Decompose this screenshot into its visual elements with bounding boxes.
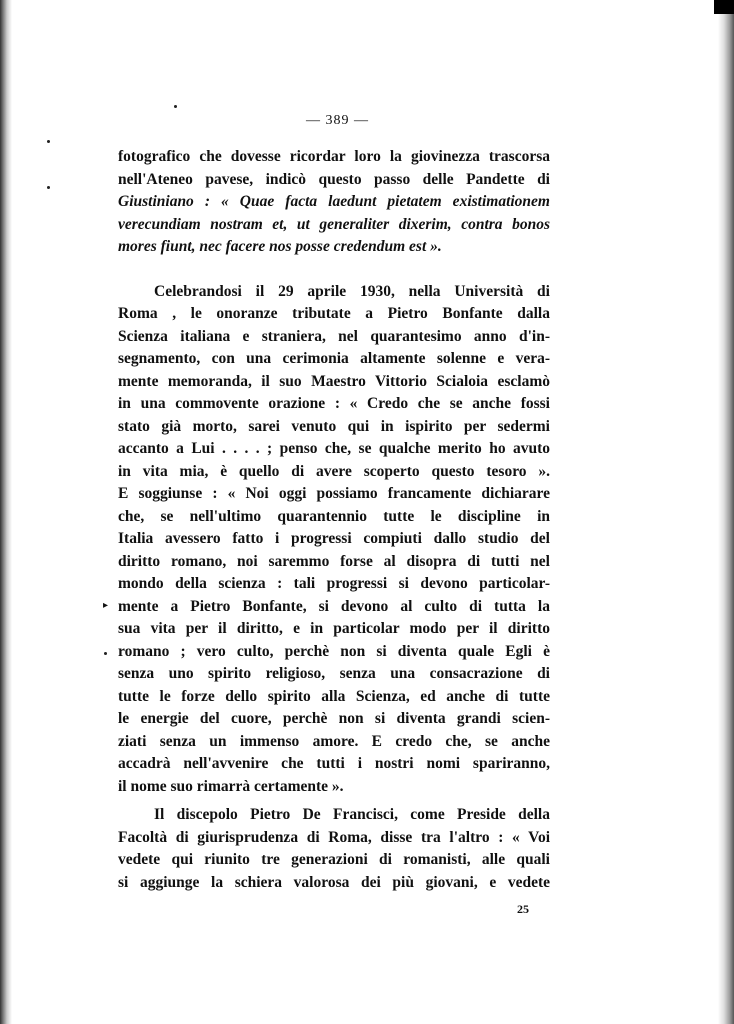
text-line: Facoltà di giurisprudenza di Roma, disse tra l'altro : « Voi	[118, 828, 550, 846]
text-line: le energie del cuore, perchè non si diventa grandi scien-	[118, 710, 550, 727]
speck	[47, 140, 50, 143]
text-line: romano ; vero culto, perchè non si diventa quale Egli è	[118, 642, 550, 660]
text-line: il nome suo rimarrà certamente ».	[118, 777, 344, 795]
margin-mark: ▸	[103, 600, 109, 611]
text-line: Giustiniano : « Quae facta laedunt pietatem existimationem	[118, 193, 550, 210]
scan-corner	[714, 0, 734, 14]
text-line: Il discepolo Pietro De Francisci, come Preside della	[154, 806, 550, 823]
text-line: nell'Ateneo pavese, indicò questo passo delle Pandette di	[118, 170, 550, 188]
text-line: mores fiunt, nec facere nos posse credendum est ».	[118, 238, 442, 255]
text-line: stato già morto, sarei venuto qui in ispirito per sedermi	[118, 417, 550, 435]
text-line: Celebrandosi il 29 aprile 1930, nella Università di	[154, 282, 550, 300]
paragraph-1	[118, 146, 550, 259]
text-line: si aggiunge la schiera valorosa dei più giovani, e vedete	[118, 873, 550, 891]
scan-edge-right	[718, 0, 734, 1024]
paragraph-2	[118, 281, 550, 799]
text-line: ziati senza un immenso amore. E credo che, se anche	[118, 732, 550, 750]
page-number: — 389 —	[306, 113, 369, 128]
text-line: mente a Pietro Bonfante, si devono al culto di tutta la	[118, 597, 550, 615]
text-line: vedete qui riunito tre generazioni di romanisti, alle quali	[118, 851, 550, 868]
text-line: Italia avessero fatto i progressi compiuti dallo studio del	[118, 530, 550, 547]
text-line: in vita mia, è quello di avere scoperto questo tesoro ».	[118, 462, 550, 480]
text-line: verecundiam nostram et, ut generaliter dixerim, contra bonos	[118, 215, 550, 233]
speck	[104, 652, 107, 655]
text-line: tutte le forze dello spirito alla Scienza, ed anche di tutte	[118, 687, 550, 705]
text-line: fotografico che dovesse ricordar loro la giovinezza trascorsa	[118, 148, 550, 165]
paragraph-3	[118, 804, 550, 894]
speck	[47, 186, 50, 189]
text-line: in una commovente orazione : « Credo che se anche fossi	[118, 395, 550, 412]
text-line: mente memoranda, il suo Maestro Vittorio Scialoia esclamò	[118, 372, 550, 390]
text-line: sua vita per il diritto, e in particolar modo per il diritto	[118, 620, 550, 637]
signature-mark: 25	[517, 902, 529, 916]
text-line: senza uno spirito religioso, senza una consacrazione di	[118, 665, 550, 682]
text-line: accanto a Lui . . . . ; penso che, se qualche merito ho avuto	[118, 440, 550, 457]
text-line: diritto romano, noi saremmo forse al disopra di tutti nel	[118, 552, 550, 570]
scan-edge-left	[0, 0, 12, 1024]
text-line: segnamento, con una cerimonia altamente solenne e vera-	[118, 350, 550, 367]
text-line: che, se nell'ultimo quarantennio tutte le discipline in	[118, 507, 550, 525]
text-line: E soggiunse : « Noi oggi possiamo francamente dichiarare	[118, 485, 550, 502]
text-line: accadrà nell'avvenire che tutti i nostri nomi spariranno,	[118, 755, 550, 772]
page-body	[118, 146, 550, 917]
text-line: mondo della scienza : tali progressi si devono particolar-	[118, 575, 550, 592]
text-line: Scienza italiana e straniera, nel quarantesimo anno d'in-	[118, 327, 550, 345]
text-line: Roma , le onoranze tributate a Pietro Bonfante dalla	[118, 305, 550, 322]
speck	[174, 105, 177, 108]
